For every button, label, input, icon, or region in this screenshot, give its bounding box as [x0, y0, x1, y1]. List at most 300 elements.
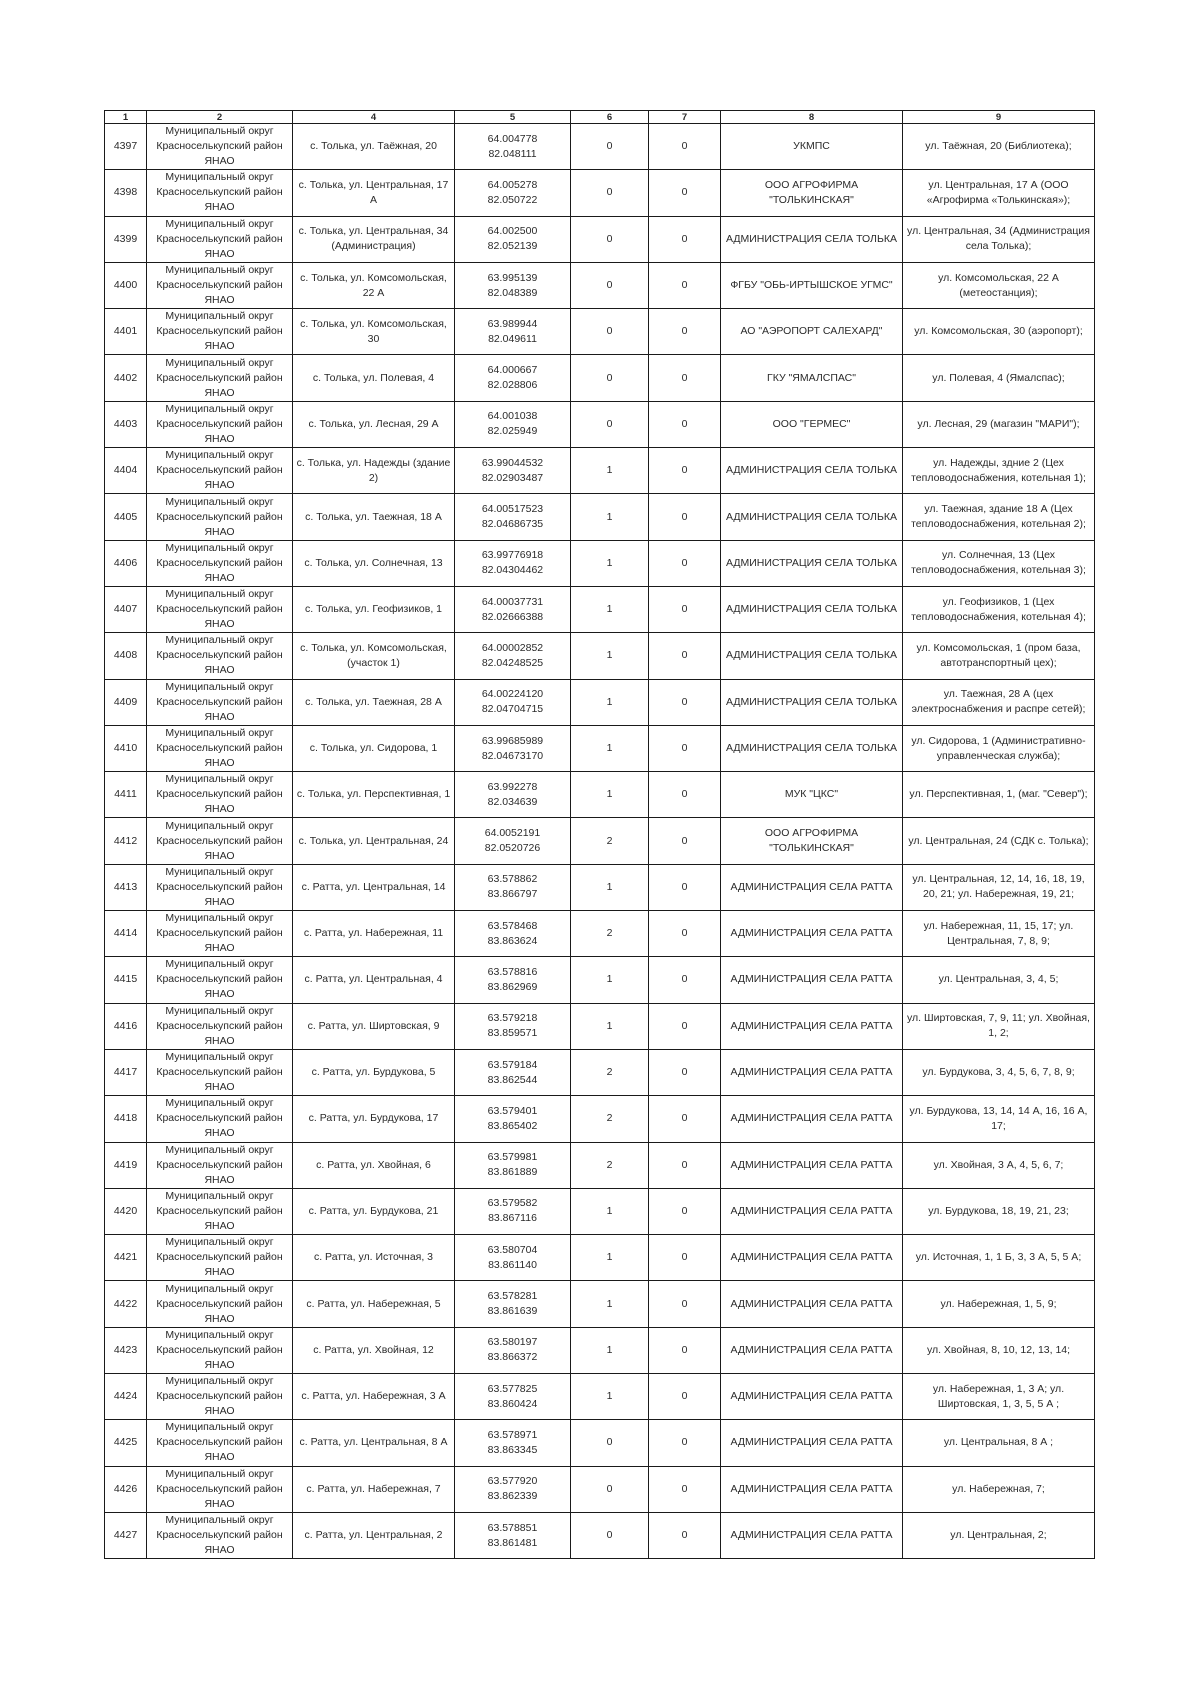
longitude-value: 83.863624: [487, 934, 538, 947]
served-objects-cell: ул. Центральная, 24 (СДК с. Толька);: [903, 818, 1095, 864]
longitude-value: 82.052139: [487, 240, 538, 253]
longitude-value: 83.861639: [487, 1305, 538, 1318]
organization-cell: АДМИНИСТРАЦИЯ СЕЛА РАТТА: [721, 957, 903, 1003]
served-objects-cell: ул. Таежная, здание 18 А (Цех тепловодоснабжения, котельная 2);: [903, 494, 1095, 540]
longitude-value: 82.04248525: [481, 656, 544, 669]
organization-cell: АДМИНИСТРАЦИЯ СЕЛА РАТТА: [721, 1512, 903, 1558]
table-row: [105, 818, 1095, 864]
row-number: 4427: [105, 1512, 147, 1558]
address-cell: с. Ратта, ул. Ширтовская, 9: [293, 1003, 455, 1049]
served-objects-cell: ул. Бурдукова, 18, 19, 21, 23;: [903, 1188, 1095, 1234]
district-cell: Муниципальный округ Красноселькупский район ЯНАО: [147, 448, 293, 494]
district-cell: Муниципальный округ Красноселькупский район ЯНАО: [147, 1003, 293, 1049]
table-row: [105, 633, 1095, 679]
count-cell: 0: [571, 355, 649, 401]
latitude-value: 63.578816: [487, 965, 538, 978]
count-cell: 1: [571, 864, 649, 910]
row-number: 4400: [105, 262, 147, 308]
count-cell: 0: [571, 1512, 649, 1558]
latitude-value: 64.001038: [487, 410, 538, 423]
row-number: 4414: [105, 911, 147, 957]
coordinates-cell: [455, 170, 571, 216]
count-cell: 0: [649, 1003, 721, 1049]
organization-cell: АО "АЭРОПОРТ САЛЕХАРД": [721, 309, 903, 355]
count-cell: 0: [649, 1235, 721, 1281]
longitude-value: 83.861889: [487, 1166, 538, 1179]
address-cell: с. Толька, ул. Комсомольская, 22 А: [293, 262, 455, 308]
table-row: [105, 1466, 1095, 1512]
served-objects-cell: ул. Полевая, 4 (Ямалспас);: [903, 355, 1095, 401]
table-row: [105, 1374, 1095, 1420]
latitude-value: 63.99776918: [481, 549, 544, 562]
column-header: 5: [455, 111, 571, 124]
count-cell: 0: [649, 957, 721, 1003]
count-cell: 1: [571, 679, 649, 725]
count-cell: 1: [571, 1235, 649, 1281]
organization-cell: АДМИНИСТРАЦИЯ СЕЛА РАТТА: [721, 1096, 903, 1142]
organization-cell: АДМИНИСТРАЦИЯ СЕЛА ТОЛЬКА: [721, 725, 903, 771]
latitude-value: 64.00224120: [481, 688, 544, 701]
served-objects-cell: ул. Лесная, 29 (магазин "МАРИ");: [903, 401, 1095, 447]
served-objects-cell: ул. Надежды, здние 2 (Цех тепловодоснабжения, котельная 1);: [903, 448, 1095, 494]
latitude-value: 64.005278: [487, 178, 538, 191]
coordinates-cell: [455, 124, 571, 170]
data-table: [104, 110, 1095, 1559]
count-cell: 0: [649, 309, 721, 355]
address-cell: с. Толька, ул. Центральная, 34 (Администрация): [293, 216, 455, 262]
coordinates-cell: [455, 262, 571, 308]
organization-cell: АДМИНИСТРАЦИЯ СЕЛА ТОЛЬКА: [721, 216, 903, 262]
coordinates-cell: [455, 725, 571, 771]
coordinates-cell: [455, 633, 571, 679]
count-cell: 0: [649, 1374, 721, 1420]
count-cell: 0: [649, 216, 721, 262]
coordinates-cell: [455, 911, 571, 957]
row-number: 4405: [105, 494, 147, 540]
count-cell: 0: [649, 1049, 721, 1095]
row-number: 4401: [105, 309, 147, 355]
column-header: 9: [903, 111, 1095, 124]
table-header: [105, 111, 1095, 124]
count-cell: 1: [571, 1327, 649, 1373]
table-row: [105, 1188, 1095, 1234]
count-cell: 0: [649, 1327, 721, 1373]
organization-cell: АДМИНИСТРАЦИЯ СЕЛА РАТТА: [721, 1466, 903, 1512]
served-objects-cell: ул. Сидорова, 1 (Административно-управленческая служба);: [903, 725, 1095, 771]
address-cell: с. Ратта, ул. Источная, 3: [293, 1235, 455, 1281]
table-row: [105, 725, 1095, 771]
coordinates-cell: [455, 1003, 571, 1049]
organization-cell: АДМИНИСТРАЦИЯ СЕЛА РАТТА: [721, 1142, 903, 1188]
latitude-value: 63.578971: [487, 1428, 538, 1441]
address-cell: с. Ратта, ул. Набережная, 3 А: [293, 1374, 455, 1420]
served-objects-cell: ул. Набережная, 11, 15, 17; ул. Центральная, 7, 8, 9;: [903, 911, 1095, 957]
organization-cell: УКМПС: [721, 124, 903, 170]
district-cell: Муниципальный округ Красноселькупский район ЯНАО: [147, 1235, 293, 1281]
longitude-value: 83.865402: [487, 1119, 538, 1132]
served-objects-cell: ул. Хвойная, 8, 10, 12, 13, 14;: [903, 1327, 1095, 1373]
district-cell: Муниципальный округ Красноселькупский район ЯНАО: [147, 262, 293, 308]
table-row: [105, 1142, 1095, 1188]
coordinates-cell: [455, 1420, 571, 1466]
column-header: 4: [293, 111, 455, 124]
organization-cell: АДМИНИСТРАЦИЯ СЕЛА РАТТА: [721, 1049, 903, 1095]
address-cell: с. Ратта, ул. Набережная, 7: [293, 1466, 455, 1512]
longitude-value: 82.034639: [487, 795, 538, 808]
count-cell: 0: [649, 448, 721, 494]
address-cell: с. Толька, ул. Полевая, 4: [293, 355, 455, 401]
address-cell: с. Ратта, ул. Бурдукова, 17: [293, 1096, 455, 1142]
coordinates-cell: [455, 355, 571, 401]
table-row: [105, 170, 1095, 216]
served-objects-cell: ул. Набережная, 7;: [903, 1466, 1095, 1512]
served-objects-cell: ул. Центральная, 34 (Администрация села Толька);: [903, 216, 1095, 262]
organization-cell: АДМИНИСТРАЦИЯ СЕЛА РАТТА: [721, 1420, 903, 1466]
count-cell: 1: [571, 448, 649, 494]
count-cell: 0: [649, 494, 721, 540]
count-cell: 0: [649, 1188, 721, 1234]
served-objects-cell: ул. Центральная, 3, 4, 5;: [903, 957, 1095, 1003]
count-cell: 1: [571, 957, 649, 1003]
row-number: 4423: [105, 1327, 147, 1373]
served-objects-cell: ул. Солнечная, 13 (Цех тепловодоснабжения, котельная 3);: [903, 540, 1095, 586]
row-number: 4402: [105, 355, 147, 401]
count-cell: 0: [571, 1466, 649, 1512]
served-objects-cell: ул. Источная, 1, 1 Б, 3, 3 А, 5, 5 А;: [903, 1235, 1095, 1281]
row-number: 4422: [105, 1281, 147, 1327]
table-row: [105, 1420, 1095, 1466]
count-cell: 1: [571, 1003, 649, 1049]
served-objects-cell: ул. Бурдукова, 3, 4, 5, 6, 7, 8, 9;: [903, 1049, 1095, 1095]
table-row: [105, 586, 1095, 632]
longitude-value: 82.049611: [488, 332, 537, 345]
latitude-value: 63.577825: [487, 1382, 538, 1395]
coordinates-cell: [455, 448, 571, 494]
row-number: 4424: [105, 1374, 147, 1420]
count-cell: 0: [571, 1420, 649, 1466]
district-cell: Муниципальный округ Красноселькупский район ЯНАО: [147, 818, 293, 864]
organization-cell: МУК "ЦКС": [721, 772, 903, 818]
table-row: [105, 401, 1095, 447]
district-cell: Муниципальный округ Красноселькупский район ЯНАО: [147, 1374, 293, 1420]
count-cell: 0: [649, 1512, 721, 1558]
count-cell: 0: [571, 401, 649, 447]
address-cell: с. Толька, ул. Центральная, 24: [293, 818, 455, 864]
count-cell: 1: [571, 1281, 649, 1327]
coordinates-cell: [455, 1327, 571, 1373]
longitude-value: 83.861140: [488, 1258, 537, 1271]
organization-cell: ГКУ "ЯМАЛСПАС": [721, 355, 903, 401]
count-cell: 0: [649, 401, 721, 447]
longitude-value: 83.867116: [488, 1212, 537, 1225]
count-cell: 0: [649, 262, 721, 308]
row-number: 4413: [105, 864, 147, 910]
longitude-value: 83.862969: [487, 980, 538, 993]
address-cell: с. Ратта, ул. Хвойная, 12: [293, 1327, 455, 1373]
latitude-value: 63.579184: [487, 1058, 538, 1071]
count-cell: 0: [649, 772, 721, 818]
coordinates-cell: [455, 1096, 571, 1142]
longitude-value: 82.050722: [487, 193, 538, 206]
row-number: 4404: [105, 448, 147, 494]
latitude-value: 63.580197: [487, 1336, 538, 1349]
latitude-value: 63.579218: [487, 1012, 538, 1025]
latitude-value: 63.992278: [487, 780, 538, 793]
row-number: 4399: [105, 216, 147, 262]
district-cell: Муниципальный округ Красноселькупский район ЯНАО: [147, 170, 293, 216]
organization-cell: АДМИНИСТРАЦИЯ СЕЛА ТОЛЬКА: [721, 633, 903, 679]
header-row: [105, 111, 1095, 124]
row-number: 4419: [105, 1142, 147, 1188]
count-cell: 0: [649, 864, 721, 910]
row-number: 4410: [105, 725, 147, 771]
table-row: [105, 540, 1095, 586]
count-cell: 1: [571, 633, 649, 679]
latitude-value: 63.579981: [487, 1151, 538, 1164]
organization-cell: АДМИНИСТРАЦИЯ СЕЛА РАТТА: [721, 1003, 903, 1049]
served-objects-cell: ул. Комсомольская, 22 А (метеостанция);: [903, 262, 1095, 308]
longitude-value: 82.04686735: [481, 518, 544, 531]
table-row: [105, 1327, 1095, 1373]
longitude-value: 83.862544: [487, 1073, 538, 1086]
count-cell: 0: [571, 170, 649, 216]
longitude-value: 82.02903487: [481, 471, 544, 484]
row-number: 4412: [105, 818, 147, 864]
district-cell: Муниципальный округ Красноселькупский район ЯНАО: [147, 540, 293, 586]
address-cell: с. Ратта, ул. Набережная, 11: [293, 911, 455, 957]
district-cell: Муниципальный округ Красноселькупский район ЯНАО: [147, 216, 293, 262]
coordinates-cell: [455, 1374, 571, 1420]
count-cell: 2: [571, 911, 649, 957]
row-number: 4403: [105, 401, 147, 447]
served-objects-cell: ул. Хвойная, 3 А, 4, 5, 6, 7;: [903, 1142, 1095, 1188]
coordinates-cell: [455, 309, 571, 355]
coordinates-cell: [455, 586, 571, 632]
count-cell: 1: [571, 540, 649, 586]
district-cell: Муниципальный округ Красноселькупский район ЯНАО: [147, 1420, 293, 1466]
latitude-value: 63.578468: [487, 919, 538, 932]
count-cell: 1: [571, 1188, 649, 1234]
table-row: [105, 864, 1095, 910]
count-cell: 0: [649, 1281, 721, 1327]
count-cell: 0: [649, 1142, 721, 1188]
latitude-value: 63.578851: [487, 1521, 538, 1534]
row-number: 4416: [105, 1003, 147, 1049]
district-cell: Муниципальный округ Красноселькупский район ЯНАО: [147, 772, 293, 818]
count-cell: 2: [571, 1096, 649, 1142]
latitude-value: 64.002500: [487, 225, 538, 238]
organization-cell: АДМИНИСТРАЦИЯ СЕЛА ТОЛЬКА: [721, 494, 903, 540]
served-objects-cell: ул. Центральная, 12, 14, 16, 18, 19, 20, 21; ул. Набережная, 19, 21;: [903, 864, 1095, 910]
latitude-value: 64.00002852: [481, 641, 544, 654]
coordinates-cell: [455, 772, 571, 818]
address-cell: с. Толька, ул. Надежды (здание 2): [293, 448, 455, 494]
longitude-value: 82.028806: [487, 379, 538, 392]
latitude-value: 63.579582: [487, 1197, 538, 1210]
longitude-value: 83.866372: [487, 1351, 538, 1364]
row-number: 4407: [105, 586, 147, 632]
organization-cell: АДМИНИСТРАЦИЯ СЕЛА РАТТА: [721, 1188, 903, 1234]
served-objects-cell: ул. Комсомольская, 30 (аэропорт);: [903, 309, 1095, 355]
coordinates-cell: [455, 540, 571, 586]
row-number: 4409: [105, 679, 147, 725]
count-cell: 2: [571, 1049, 649, 1095]
organization-cell: ФГБУ "ОБЬ-ИРТЫШСКОЕ УГМС": [721, 262, 903, 308]
address-cell: с. Толька, ул. Геофизиков, 1: [293, 586, 455, 632]
address-cell: с. Ратта, ул. Бурдукова, 5: [293, 1049, 455, 1095]
count-cell: 0: [649, 355, 721, 401]
count-cell: 0: [649, 911, 721, 957]
latitude-value: 63.99044532: [481, 456, 544, 469]
longitude-value: 83.859571: [487, 1027, 538, 1040]
count-cell: 0: [649, 633, 721, 679]
longitude-value: 82.04673170: [481, 749, 544, 762]
longitude-value: 82.04304462: [481, 564, 544, 577]
table-row: [105, 772, 1095, 818]
served-objects-cell: ул. Таёжная, 20 (Библиотека);: [903, 124, 1095, 170]
table-row: [105, 911, 1095, 957]
column-header: 8: [721, 111, 903, 124]
coordinates-cell: [455, 818, 571, 864]
organization-cell: АДМИНИСТРАЦИЯ СЕЛА РАТТА: [721, 1327, 903, 1373]
coordinates-cell: [455, 1512, 571, 1558]
district-cell: Муниципальный округ Красноселькупский район ЯНАО: [147, 679, 293, 725]
served-objects-cell: ул. Набережная, 1, 5, 9;: [903, 1281, 1095, 1327]
column-header: 1: [105, 111, 147, 124]
address-cell: с. Толька, ул. Центральная, 17 А: [293, 170, 455, 216]
row-number: 4418: [105, 1096, 147, 1142]
coordinates-cell: [455, 679, 571, 725]
coordinates-cell: [455, 1466, 571, 1512]
address-cell: с. Толька, ул. Перспективная, 1: [293, 772, 455, 818]
district-cell: Муниципальный округ Красноселькупский район ЯНАО: [147, 401, 293, 447]
served-objects-cell: ул. Геофизиков, 1 (Цех тепловодоснабжения, котельная 4);: [903, 586, 1095, 632]
coordinates-cell: [455, 864, 571, 910]
column-header: 6: [571, 111, 649, 124]
row-number: 4411: [105, 772, 147, 818]
count-cell: 0: [571, 262, 649, 308]
table-row: [105, 1096, 1095, 1142]
latitude-value: 64.004778: [487, 132, 538, 145]
coordinates-cell: [455, 1188, 571, 1234]
address-cell: с. Толька, ул. Комсомольская, 30: [293, 309, 455, 355]
district-cell: Муниципальный округ Красноселькупский район ЯНАО: [147, 1281, 293, 1327]
address-cell: с. Ратта, ул. Бурдукова, 21: [293, 1188, 455, 1234]
table-row: [105, 124, 1095, 170]
organization-cell: АДМИНИСТРАЦИЯ СЕЛА РАТТА: [721, 911, 903, 957]
count-cell: 0: [649, 818, 721, 864]
row-number: 4398: [105, 170, 147, 216]
table-row: [105, 1003, 1095, 1049]
served-objects-cell: ул. Комсомольская, 1 (пром база, автотранспортный цех);: [903, 633, 1095, 679]
organization-cell: АДМИНИСТРАЦИЯ СЕЛА ТОЛЬКА: [721, 586, 903, 632]
served-objects-cell: ул. Таежная, 28 А (цех электроснабжения и распре сетей);: [903, 679, 1095, 725]
organization-cell: АДМИНИСТРАЦИЯ СЕЛА ТОЛЬКА: [721, 540, 903, 586]
count-cell: 1: [571, 725, 649, 771]
row-number: 4415: [105, 957, 147, 1003]
count-cell: 0: [571, 124, 649, 170]
row-number: 4426: [105, 1466, 147, 1512]
longitude-value: 83.866797: [487, 888, 538, 901]
district-cell: Муниципальный округ Красноселькупский район ЯНАО: [147, 633, 293, 679]
latitude-value: 63.577920: [487, 1475, 538, 1488]
table-row: [105, 448, 1095, 494]
address-cell: с. Толька, ул. Комсомольская, (участок 1): [293, 633, 455, 679]
district-cell: Муниципальный округ Красноселькупский район ЯНАО: [147, 957, 293, 1003]
address-cell: с. Ратта, ул. Хвойная, 6: [293, 1142, 455, 1188]
table-row: [105, 957, 1095, 1003]
table-row: [105, 679, 1095, 725]
longitude-value: 82.048389: [487, 286, 538, 299]
organization-cell: АДМИНИСТРАЦИЯ СЕЛА РАТТА: [721, 1374, 903, 1420]
address-cell: с. Толька, ул. Таежная, 28 А: [293, 679, 455, 725]
coordinates-cell: [455, 1142, 571, 1188]
organization-cell: АДМИНИСТРАЦИЯ СЕЛА РАТТА: [721, 864, 903, 910]
latitude-value: 63.579401: [487, 1104, 538, 1117]
count-cell: 0: [571, 309, 649, 355]
address-cell: с. Ратта, ул. Центральная, 2: [293, 1512, 455, 1558]
column-header: 2: [147, 111, 293, 124]
latitude-value: 63.989944: [487, 317, 538, 330]
count-cell: 0: [649, 124, 721, 170]
longitude-value: 82.0520726: [484, 842, 541, 855]
district-cell: Муниципальный округ Красноселькупский район ЯНАО: [147, 725, 293, 771]
count-cell: 0: [649, 170, 721, 216]
column-header: 7: [649, 111, 721, 124]
table-row: [105, 1512, 1095, 1558]
latitude-value: 63.995139: [487, 271, 538, 284]
district-cell: Муниципальный округ Красноселькупский район ЯНАО: [147, 1188, 293, 1234]
row-number: 4406: [105, 540, 147, 586]
table-row: [105, 1049, 1095, 1095]
longitude-value: 82.02666388: [481, 610, 544, 623]
district-cell: Муниципальный округ Красноселькупский район ЯНАО: [147, 1096, 293, 1142]
address-cell: с. Толька, ул. Таёжная, 20: [293, 124, 455, 170]
count-cell: 0: [571, 216, 649, 262]
district-cell: Муниципальный округ Красноселькупский район ЯНАО: [147, 124, 293, 170]
served-objects-cell: ул. Набережная, 1, 3 А; ул. Ширтовская, 1, 3, 5, 5 А ;: [903, 1374, 1095, 1420]
district-cell: Муниципальный округ Красноселькупский район ЯНАО: [147, 1466, 293, 1512]
organization-cell: ООО "ГЕРМЕС": [721, 401, 903, 447]
organization-cell: ООО АГРОФИРМА "ТОЛЬКИНСКАЯ": [721, 818, 903, 864]
row-number: 4420: [105, 1188, 147, 1234]
coordinates-cell: [455, 1235, 571, 1281]
address-cell: с. Ратта, ул. Центральная, 8 А: [293, 1420, 455, 1466]
longitude-value: 83.861481: [487, 1536, 538, 1549]
coordinates-cell: [455, 1281, 571, 1327]
district-cell: Муниципальный округ Красноселькупский район ЯНАО: [147, 1512, 293, 1558]
count-cell: 0: [649, 1466, 721, 1512]
coordinates-cell: [455, 216, 571, 262]
table-row: [105, 1281, 1095, 1327]
address-cell: с. Ратта, ул. Набережная, 5: [293, 1281, 455, 1327]
count-cell: 0: [649, 540, 721, 586]
served-objects-cell: ул. Перспективная, 1, (маг. "Север");: [903, 772, 1095, 818]
address-cell: с. Ратта, ул. Центральная, 4: [293, 957, 455, 1003]
district-cell: Муниципальный округ Красноселькупский район ЯНАО: [147, 1049, 293, 1095]
latitude-value: 63.578281: [487, 1290, 538, 1303]
coordinates-cell: [455, 957, 571, 1003]
count-cell: 0: [649, 586, 721, 632]
longitude-value: 83.863345: [487, 1443, 538, 1456]
district-cell: Муниципальный округ Красноселькупский район ЯНАО: [147, 586, 293, 632]
organization-cell: АДМИНИСТРАЦИЯ СЕЛА ТОЛЬКА: [721, 448, 903, 494]
count-cell: 1: [571, 1374, 649, 1420]
served-objects-cell: ул. Центральная, 8 А ;: [903, 1420, 1095, 1466]
row-number: 4421: [105, 1235, 147, 1281]
longitude-value: 83.860424: [487, 1397, 538, 1410]
served-objects-cell: ул. Центральная, 2;: [903, 1512, 1095, 1558]
